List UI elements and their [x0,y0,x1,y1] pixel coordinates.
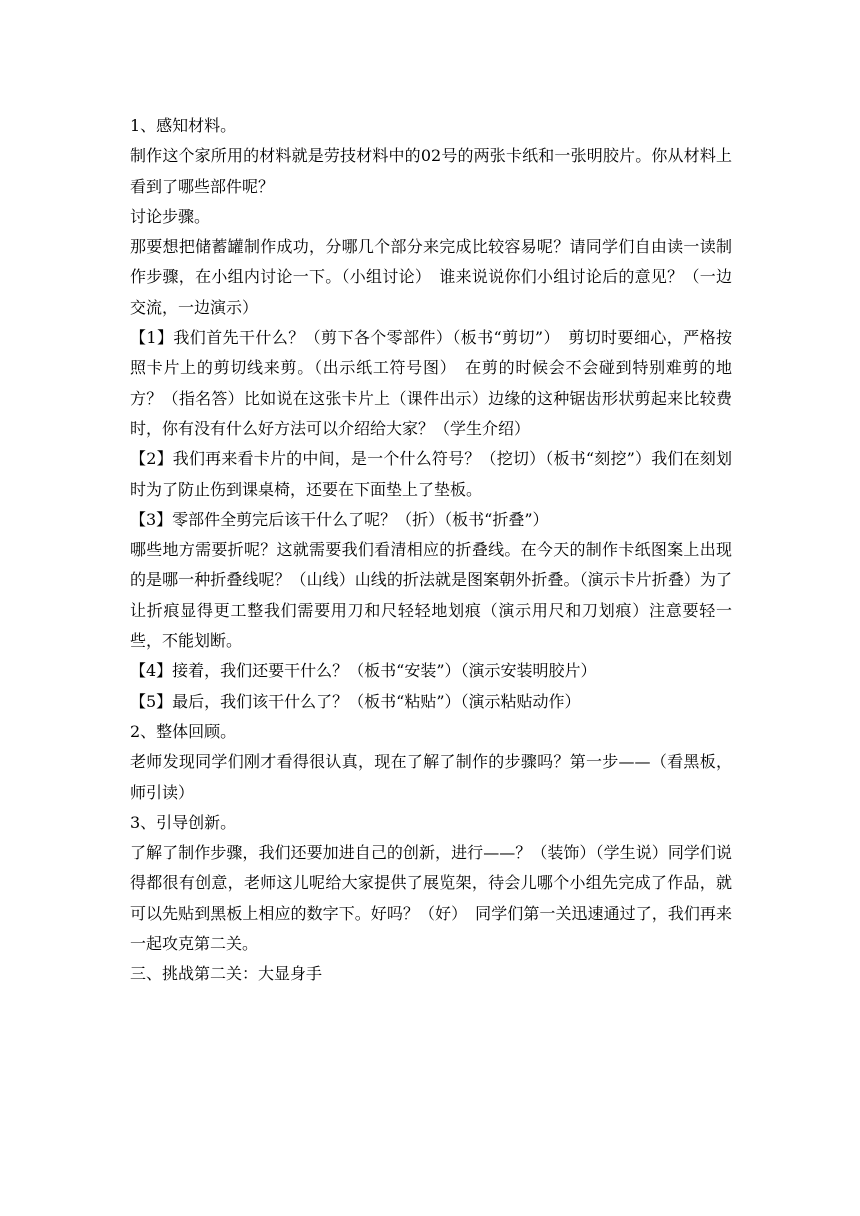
step-4-install: 【4】接着，我们还要干什么？（板书“安装”）（演示安装明胶片） [130,661,597,681]
document-body [130,111,732,990]
paragraph-innovation: 了解了制作步骤，我们还要加进自己的创新，进行——？（装饰）（学生说）同学们说得都很有创意，老师这儿呢给大家提供了展览架，待会儿哪个小组先完成了作品，就可以先贴到黑板上相应的数字下。好吗？（好） 同学们第一关迅速通过了，我们再来一起攻克第二关。 [130,843,732,954]
step-3-folding: 【3】零部件全剪完后该干什么了呢？（折）（板书“折叠”） [130,509,549,529]
paragraph-materials: 制作这个家所用的材料就是劳技材料中的02号的两张卡纸和一张明胶片。你从材料上看到了哪些部件呢？ [130,146,732,196]
section-heading-innovation: 3、引导创新。 [130,812,237,832]
section-heading-discuss-steps: 讨论步骤。 [130,206,211,226]
step-5-paste: 【5】最后，我们该干什么了？（板书“粘贴”）（演示粘贴动作） [130,691,581,711]
paragraph-fold-lines: 哪些地方需要折呢？这就需要我们看清相应的折叠线。在今天的制作卡纸图案上出现的是哪一种折叠线呢？（山线）山线的折法就是图案朝外折叠。（演示卡片折叠）为了让折痕显得更工整我们需要用刀和尺轻轻地划痕（演示用尺和刀划痕）注意要轻一些，不能划断。 [130,540,732,651]
section-heading-review: 2、整体回顾。 [130,721,237,741]
paragraph-discussion: 那要想把储蓄罐制作成功，分哪几个部分来完成比较容易呢？请同学们自由读一读制作步骤，在小组内讨论一下。（小组讨论） 谁来说说你们小组讨论后的意见？（一边交流，一边演示） [130,237,732,317]
section-heading-challenge-two: 三、挑战第二关：大显身手 [130,964,323,984]
section-heading-perceive-materials: 1、感知材料。 [130,116,237,135]
step-1-cutting: 【1】我们首先干什么？（剪下各个零部件）（板书“剪切”） 剪切时要细心，严格按照卡片上的剪切线来剪。（出示纸工符号图） 在剪的时候会不会碰到特别难剪的地方？（指名答）比如说在这张卡片上（课件出示）边缘的这种锯齿形状剪起来比较费时，你有没有什么好方法可以介绍给大家？（学生介绍） [130,328,732,438]
paragraph-review: 老师发现同学们刚才看得很认真，现在了解了制作的步骤吗？第一步——（看黑板，师引读） [130,752,732,802]
step-2-carving: 【2】我们再来看卡片的中间，是一个什么符号？（挖切）（板书“刻挖”）我们在刻划时为了防止伤到课桌椅，还要在下面垫上了垫板。 [130,449,732,499]
